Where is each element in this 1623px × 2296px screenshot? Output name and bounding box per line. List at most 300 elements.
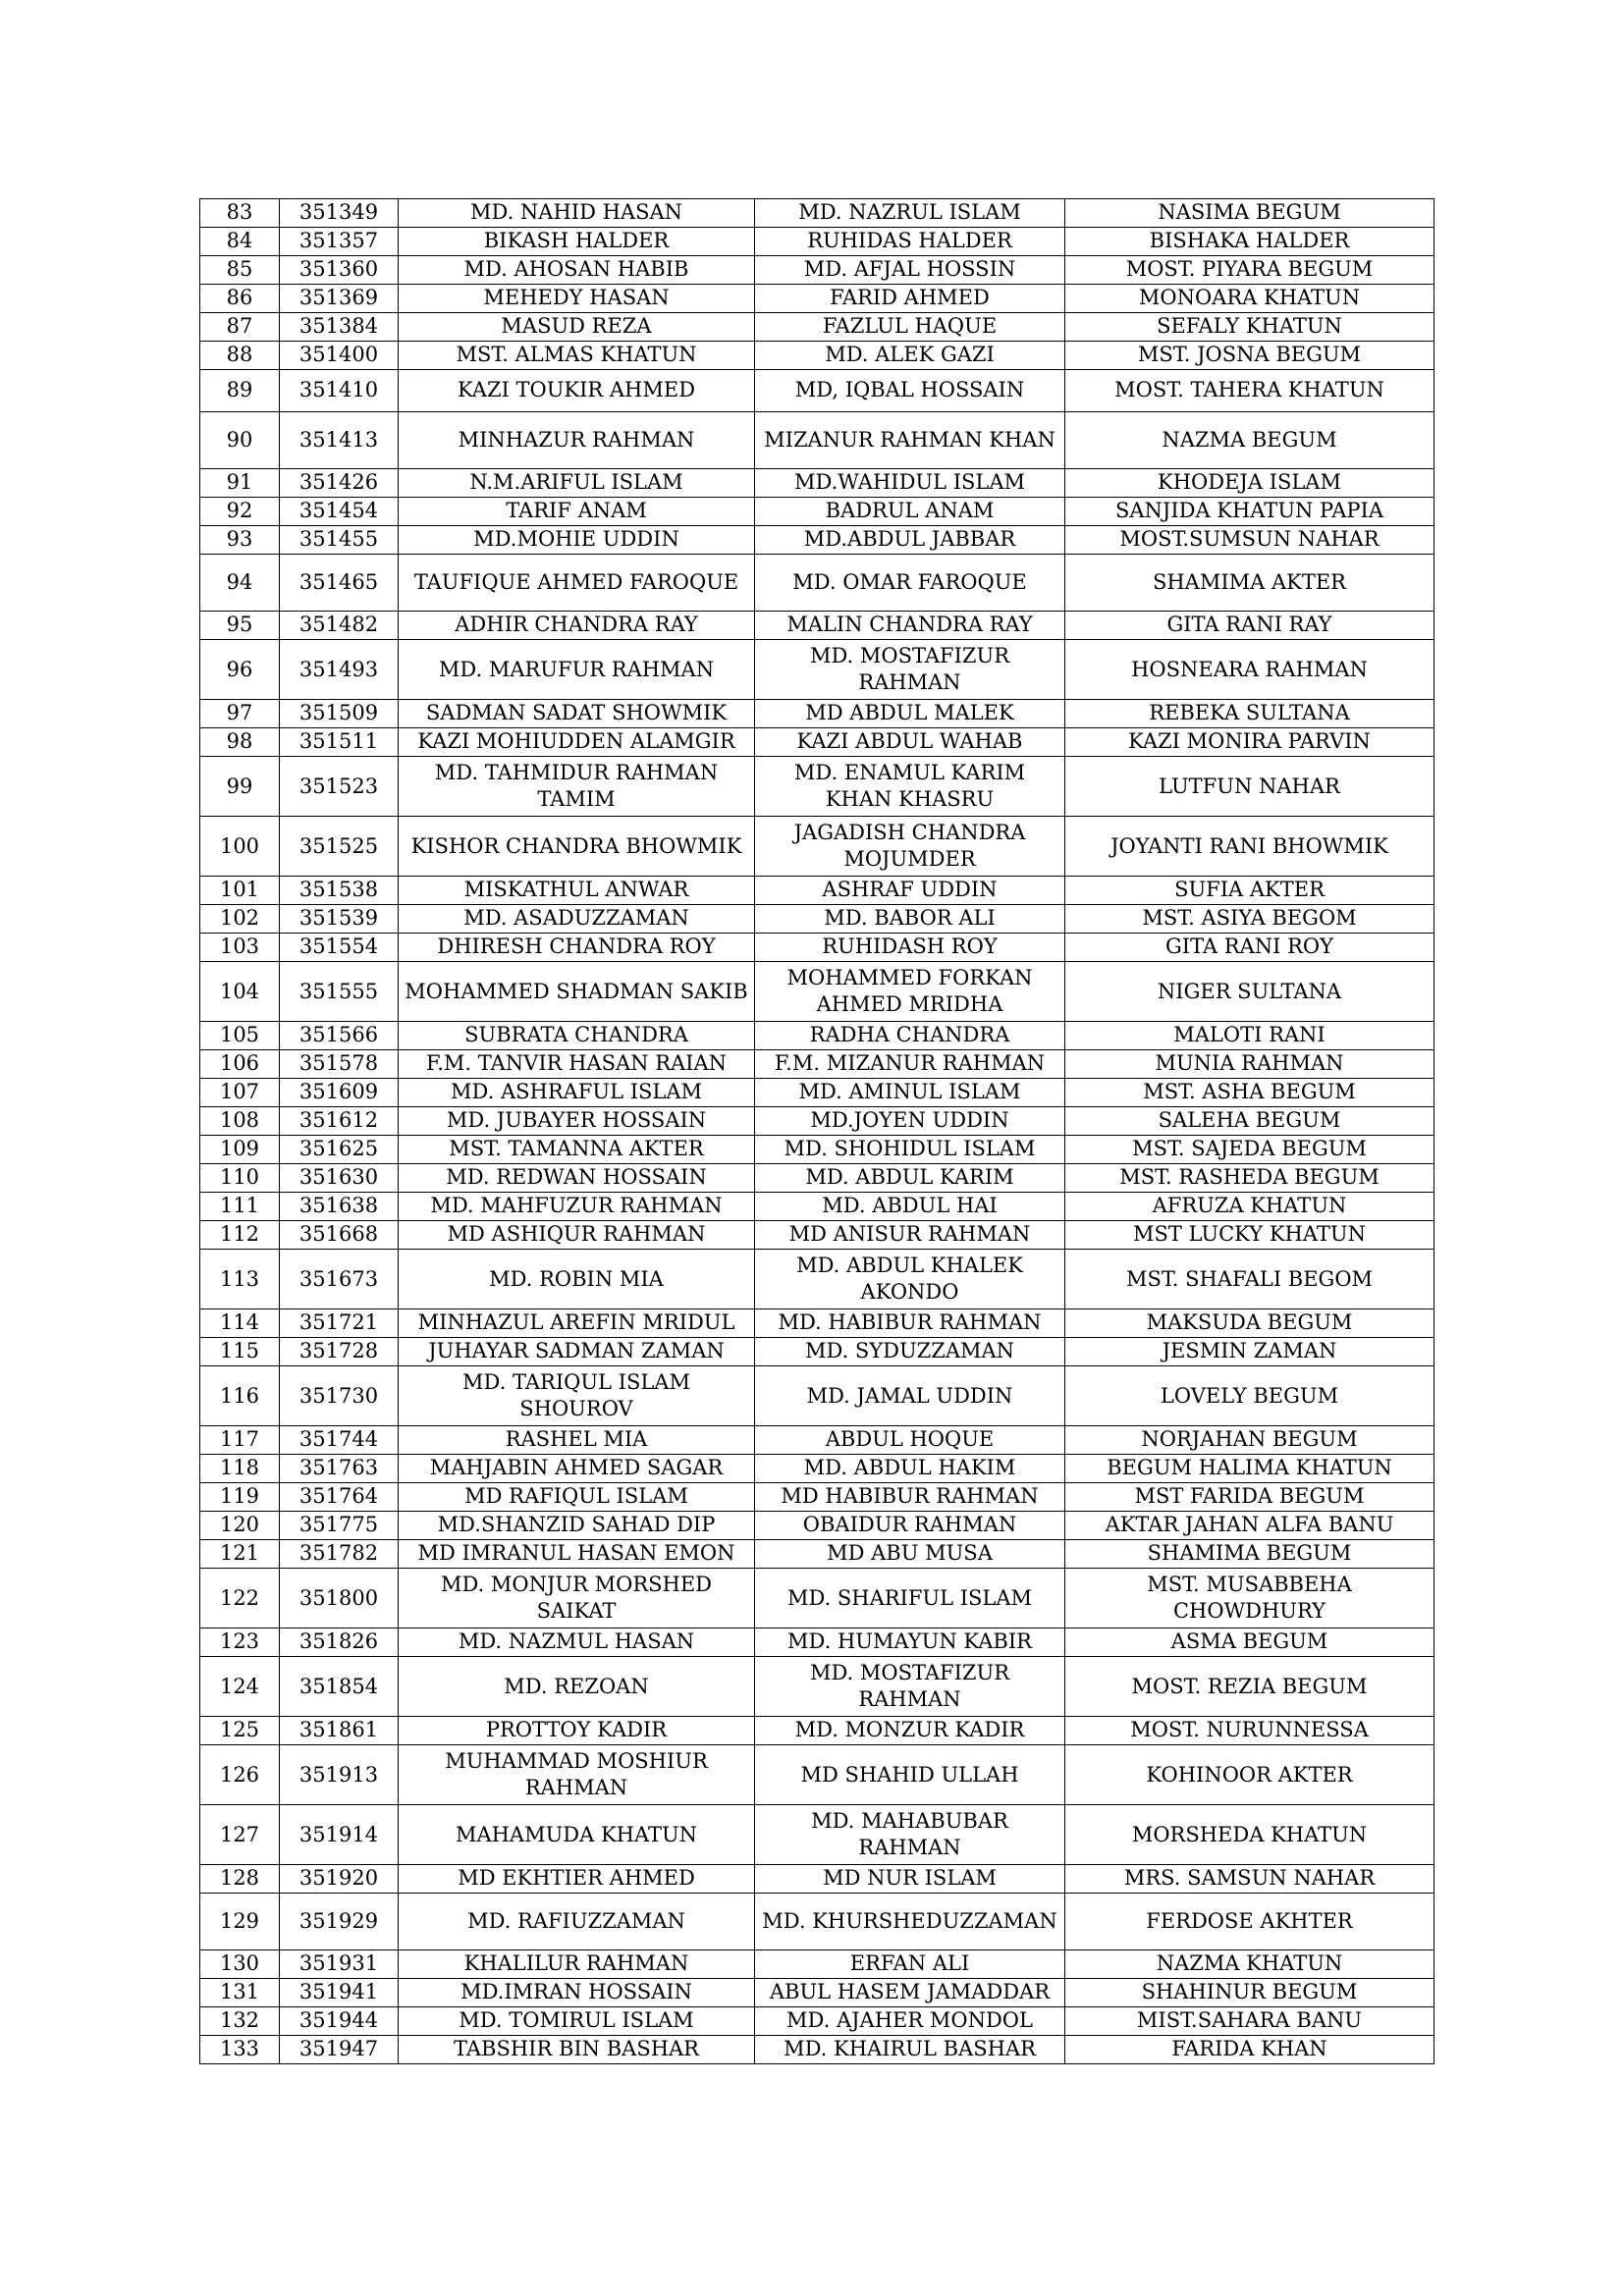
name-cell: TAUFIQUE AHMED FAROQUE [399, 555, 755, 612]
table-row [200, 612, 1434, 640]
serial-cell: 123 [200, 1629, 280, 1657]
name-cell: KAZI TOUKIR AHMED [399, 370, 755, 412]
serial-cell: 106 [200, 1050, 280, 1079]
roll-cell: 351763 [280, 1455, 399, 1483]
serial-cell: 122 [200, 1569, 280, 1629]
father-name-cell: KAZI ABDUL WAHAB [755, 728, 1065, 757]
roll-cell: 351357 [280, 228, 399, 256]
serial-cell: 93 [200, 526, 280, 555]
roll-cell: 351744 [280, 1426, 399, 1455]
name-cell: MD. TOMIRUL ISLAM [399, 2007, 755, 2036]
roll-cell: 351638 [280, 1193, 399, 1221]
serial-cell: 94 [200, 555, 280, 612]
serial-cell: 113 [200, 1250, 280, 1309]
serial-cell: 88 [200, 342, 280, 370]
table-row [200, 228, 1434, 256]
serial-cell: 118 [200, 1455, 280, 1483]
table-row [200, 1717, 1434, 1745]
table-row [200, 1136, 1434, 1164]
name-cell: F.M. TANVIR HASAN RAIAN [399, 1050, 755, 1079]
name-cell: MASUD REZA [399, 313, 755, 342]
mother-name-cell: MST. MUSABBEHA CHOWDHURY [1065, 1569, 1434, 1629]
roll-cell: 351609 [280, 1079, 399, 1107]
serial-cell: 110 [200, 1164, 280, 1193]
father-name-cell: MD. SHOHIDUL ISLAM [755, 1136, 1065, 1164]
father-name-cell: MD. AJAHER MONDOL [755, 2007, 1065, 2036]
father-name-cell: MD. ENAMUL KARIM KHAN KHASRU [755, 757, 1065, 817]
father-name-cell: MD ABU MUSA [755, 1540, 1065, 1569]
serial-cell: 124 [200, 1657, 280, 1717]
mother-name-cell: NAZMA KHATUN [1065, 1950, 1434, 1979]
father-name-cell: MD. ALEK GAZI [755, 342, 1065, 370]
father-name-cell: FAZLUL HAQUE [755, 313, 1065, 342]
roll-cell: 351947 [280, 2036, 399, 2064]
father-name-cell: MIZANUR RAHMAN KHAN [755, 412, 1065, 469]
roll-cell: 351554 [280, 934, 399, 962]
father-name-cell: ERFAN ALI [755, 1950, 1065, 1979]
name-cell: TARIF ANAM [399, 498, 755, 526]
father-name-cell: MD. KHURSHEDUZZAMAN [755, 1894, 1065, 1950]
mother-name-cell: KAZI MONIRA PARVIN [1065, 728, 1434, 757]
father-name-cell: F.M. MIZANUR RAHMAN [755, 1050, 1065, 1079]
table-row [200, 1657, 1434, 1717]
roll-cell: 351668 [280, 1221, 399, 1250]
table-row [200, 1950, 1434, 1979]
table-row [200, 469, 1434, 498]
name-cell: KHALILUR RAHMAN [399, 1950, 755, 1979]
roll-cell: 351523 [280, 757, 399, 817]
mother-name-cell: MOST.SUMSUN NAHAR [1065, 526, 1434, 555]
serial-cell: 104 [200, 962, 280, 1022]
name-cell: SUBRATA CHANDRA [399, 1022, 755, 1050]
table-row [200, 2007, 1434, 2036]
name-cell: MD ASHIQUR RAHMAN [399, 1221, 755, 1250]
table-row [200, 1512, 1434, 1540]
mother-name-cell: AKTAR JAHAN ALFA BANU [1065, 1512, 1434, 1540]
father-name-cell: MD. ABDUL KHALEK AKONDO [755, 1250, 1065, 1309]
father-name-cell: MD. SHARIFUL ISLAM [755, 1569, 1065, 1629]
mother-name-cell: LOVELY BEGUM [1065, 1366, 1434, 1426]
mother-name-cell: SANJIDA KHATUN PAPIA [1065, 498, 1434, 526]
roll-cell: 351941 [280, 1979, 399, 2007]
serial-cell: 92 [200, 498, 280, 526]
serial-cell: 131 [200, 1979, 280, 2007]
father-name-cell: MD. JAMAL UDDIN [755, 1366, 1065, 1426]
mother-name-cell: MST. SAJEDA BEGUM [1065, 1136, 1434, 1164]
table-row [200, 313, 1434, 342]
mother-name-cell: MST. RASHEDA BEGUM [1065, 1164, 1434, 1193]
name-cell: N.M.ARIFUL ISLAM [399, 469, 755, 498]
serial-cell: 129 [200, 1894, 280, 1950]
mother-name-cell: REBEKA SULTANA [1065, 700, 1434, 728]
mother-name-cell: LUTFUN NAHAR [1065, 757, 1434, 817]
serial-cell: 121 [200, 1540, 280, 1569]
serial-cell: 125 [200, 1717, 280, 1745]
name-cell: MD IMRANUL HASAN EMON [399, 1540, 755, 1569]
table-row [200, 1079, 1434, 1107]
table-row [200, 285, 1434, 313]
father-name-cell: MD, IQBAL HOSSAIN [755, 370, 1065, 412]
roll-cell: 351775 [280, 1512, 399, 1540]
name-cell: MAHAMUDA KHATUN [399, 1805, 755, 1865]
mother-name-cell: AFRUZA KHATUN [1065, 1193, 1434, 1221]
mother-name-cell: MOST. PIYARA BEGUM [1065, 256, 1434, 285]
serial-cell: 87 [200, 313, 280, 342]
serial-cell: 111 [200, 1193, 280, 1221]
father-name-cell: MD. MOSTAFIZUR RAHMAN [755, 640, 1065, 700]
name-cell: MD. ASADUZZAMAN [399, 905, 755, 934]
father-name-cell: ABUL HASEM JAMADDAR [755, 1979, 1065, 2007]
name-cell: MAHJABIN AHMED SAGAR [399, 1455, 755, 1483]
serial-cell: 132 [200, 2007, 280, 2036]
name-cell: MD. MARUFUR RAHMAN [399, 640, 755, 700]
roll-cell: 351566 [280, 1022, 399, 1050]
father-name-cell: RADHA CHANDRA [755, 1022, 1065, 1050]
roll-cell: 351929 [280, 1894, 399, 1950]
name-cell: BIKASH HALDER [399, 228, 755, 256]
roll-cell: 351721 [280, 1309, 399, 1338]
table-row [200, 1629, 1434, 1657]
name-cell: SADMAN SADAT SHOWMIK [399, 700, 755, 728]
mother-name-cell: MIST.SAHARA BANU [1065, 2007, 1434, 2036]
table-row [200, 1540, 1434, 1569]
father-name-cell: MD. HUMAYUN KABIR [755, 1629, 1065, 1657]
name-cell: MD.IMRAN HOSSAIN [399, 1979, 755, 2007]
roll-cell: 351360 [280, 256, 399, 285]
table-row [200, 370, 1434, 412]
table-row [200, 934, 1434, 962]
roll-cell: 351728 [280, 1338, 399, 1366]
name-cell: MD RAFIQUL ISLAM [399, 1483, 755, 1512]
mother-name-cell: SALEHA BEGUM [1065, 1107, 1434, 1136]
name-cell: PROTTOY KADIR [399, 1717, 755, 1745]
mother-name-cell: SHAHINUR BEGUM [1065, 1979, 1434, 2007]
roll-cell: 351782 [280, 1540, 399, 1569]
roll-cell: 351511 [280, 728, 399, 757]
serial-cell: 101 [200, 877, 280, 905]
mother-name-cell: JOYANTI RANI BHOWMIK [1065, 817, 1434, 877]
table-row [200, 1483, 1434, 1512]
table-row [200, 2036, 1434, 2064]
serial-cell: 127 [200, 1805, 280, 1865]
name-cell: MD. REDWAN HOSSAIN [399, 1164, 755, 1193]
father-name-cell: MD.JOYEN UDDIN [755, 1107, 1065, 1136]
table-row [200, 962, 1434, 1022]
table-row [200, 1569, 1434, 1629]
table-row [200, 757, 1434, 817]
name-cell: MD EKHTIER AHMED [399, 1865, 755, 1894]
mother-name-cell: MST. SHAFALI BEGOM [1065, 1250, 1434, 1309]
mother-name-cell: MOST. REZIA BEGUM [1065, 1657, 1434, 1717]
table-row [200, 640, 1434, 700]
father-name-cell: RUHIDAS HALDER [755, 228, 1065, 256]
roll-cell: 351482 [280, 612, 399, 640]
mother-name-cell: MST. ASIYA BEGOM [1065, 905, 1434, 934]
roll-cell: 351539 [280, 905, 399, 934]
father-name-cell: ABDUL HOQUE [755, 1426, 1065, 1455]
mother-name-cell: NORJAHAN BEGUM [1065, 1426, 1434, 1455]
serial-cell: 115 [200, 1338, 280, 1366]
serial-cell: 103 [200, 934, 280, 962]
table-row [200, 1455, 1434, 1483]
roll-cell: 351493 [280, 640, 399, 700]
table-row [200, 498, 1434, 526]
father-name-cell: MD. ABDUL HAI [755, 1193, 1065, 1221]
name-cell: MD.SHANZID SAHAD DIP [399, 1512, 755, 1540]
father-name-cell: MALIN CHANDRA RAY [755, 612, 1065, 640]
mother-name-cell: MAKSUDA BEGUM [1065, 1309, 1434, 1338]
roll-cell: 351673 [280, 1250, 399, 1309]
father-name-cell: MD. BABOR ALI [755, 905, 1065, 934]
father-name-cell: MD NUR ISLAM [755, 1865, 1065, 1894]
name-cell: MST. TAMANNA AKTER [399, 1136, 755, 1164]
roll-cell: 351538 [280, 877, 399, 905]
mother-name-cell: FERDOSE AKHTER [1065, 1894, 1434, 1950]
table-row [200, 1894, 1434, 1950]
mother-name-cell: MST LUCKY KHATUN [1065, 1221, 1434, 1250]
table-row [200, 199, 1434, 228]
mother-name-cell: GITA RANI ROY [1065, 934, 1434, 962]
mother-name-cell: GITA RANI RAY [1065, 612, 1434, 640]
father-name-cell: MD. AMINUL ISLAM [755, 1079, 1065, 1107]
serial-cell: 102 [200, 905, 280, 934]
father-name-cell: MD. MAHABUBAR RAHMAN [755, 1805, 1065, 1865]
roll-cell: 351764 [280, 1483, 399, 1512]
table-row [200, 817, 1434, 877]
serial-cell: 89 [200, 370, 280, 412]
roll-cell: 351400 [280, 342, 399, 370]
name-cell: MINHAZUL AREFIN MRIDUL [399, 1309, 755, 1338]
student-list-table [199, 198, 1434, 2064]
serial-cell: 120 [200, 1512, 280, 1540]
father-name-cell: OBAIDUR RAHMAN [755, 1512, 1065, 1540]
serial-cell: 116 [200, 1366, 280, 1426]
table-row [200, 1164, 1434, 1193]
table-row [200, 256, 1434, 285]
table-row [200, 1865, 1434, 1894]
table-row [200, 1366, 1434, 1426]
name-cell: MD. NAZMUL HASAN [399, 1629, 755, 1657]
table-row [200, 700, 1434, 728]
roll-cell: 351854 [280, 1657, 399, 1717]
name-cell: MD. TAHMIDUR RAHMAN TAMIM [399, 757, 755, 817]
roll-cell: 351426 [280, 469, 399, 498]
name-cell: ADHIR CHANDRA RAY [399, 612, 755, 640]
table-row [200, 1221, 1434, 1250]
document-page [199, 198, 1434, 2064]
roll-cell: 351410 [280, 370, 399, 412]
name-cell: MD. ROBIN MIA [399, 1250, 755, 1309]
name-cell: MD. NAHID HASAN [399, 199, 755, 228]
name-cell: JUHAYAR SADMAN ZAMAN [399, 1338, 755, 1366]
name-cell: MD. TARIQUL ISLAM SHOUROV [399, 1366, 755, 1426]
father-name-cell: MD. NAZRUL ISLAM [755, 199, 1065, 228]
name-cell: MD.MOHIE UDDIN [399, 526, 755, 555]
mother-name-cell: FARIDA KHAN [1065, 2036, 1434, 2064]
name-cell: MINHAZUR RAHMAN [399, 412, 755, 469]
roll-cell: 351578 [280, 1050, 399, 1079]
roll-cell: 351455 [280, 526, 399, 555]
father-name-cell: RUHIDASH ROY [755, 934, 1065, 962]
table-row [200, 877, 1434, 905]
mother-name-cell: MOST. NURUNNESSA [1065, 1717, 1434, 1745]
table-row [200, 1745, 1434, 1805]
table-row [200, 1250, 1434, 1309]
table-row [200, 1309, 1434, 1338]
serial-cell: 117 [200, 1426, 280, 1455]
father-name-cell: MD. SYDUZZAMAN [755, 1338, 1065, 1366]
mother-name-cell: MOST. TAHERA KHATUN [1065, 370, 1434, 412]
mother-name-cell: MRS. SAMSUN NAHAR [1065, 1865, 1434, 1894]
name-cell: KAZI MOHIUDDEN ALAMGIR [399, 728, 755, 757]
table-row [200, 728, 1434, 757]
name-cell: MOHAMMED SHADMAN SAKIB [399, 962, 755, 1022]
serial-cell: 85 [200, 256, 280, 285]
roll-cell: 351730 [280, 1366, 399, 1426]
table-row [200, 1805, 1434, 1865]
table-row [200, 1107, 1434, 1136]
father-name-cell: MD. OMAR FAROQUE [755, 555, 1065, 612]
name-cell: MD. AHOSAN HABIB [399, 256, 755, 285]
table-row [200, 1193, 1434, 1221]
roll-cell: 351861 [280, 1717, 399, 1745]
name-cell: MD. REZOAN [399, 1657, 755, 1717]
table-row [200, 526, 1434, 555]
father-name-cell: MD. HABIBUR RAHMAN [755, 1309, 1065, 1338]
table-row [200, 1426, 1434, 1455]
serial-cell: 112 [200, 1221, 280, 1250]
serial-cell: 114 [200, 1309, 280, 1338]
name-cell: MD. MAHFUZUR RAHMAN [399, 1193, 755, 1221]
roll-cell: 351913 [280, 1745, 399, 1805]
father-name-cell: MD. MOSTAFIZUR RAHMAN [755, 1657, 1065, 1717]
roll-cell: 351826 [280, 1629, 399, 1657]
mother-name-cell: MORSHEDA KHATUN [1065, 1805, 1434, 1865]
name-cell: DHIRESH CHANDRA ROY [399, 934, 755, 962]
table-row [200, 342, 1434, 370]
serial-cell: 119 [200, 1483, 280, 1512]
mother-name-cell: KHODEJA ISLAM [1065, 469, 1434, 498]
roll-cell: 351525 [280, 817, 399, 877]
serial-cell: 105 [200, 1022, 280, 1050]
father-name-cell: MD HABIBUR RAHMAN [755, 1483, 1065, 1512]
mother-name-cell: NIGER SULTANA [1065, 962, 1434, 1022]
table-body [200, 199, 1434, 2064]
mother-name-cell: MST FARIDA BEGUM [1065, 1483, 1434, 1512]
father-name-cell: JAGADISH CHANDRA MOJUMDER [755, 817, 1065, 877]
mother-name-cell: MUNIA RAHMAN [1065, 1050, 1434, 1079]
table-row [200, 1022, 1434, 1050]
father-name-cell: MD. ABDUL KARIM [755, 1164, 1065, 1193]
name-cell: MD. ASHRAFUL ISLAM [399, 1079, 755, 1107]
father-name-cell: MD.WAHIDUL ISLAM [755, 469, 1065, 498]
serial-cell: 86 [200, 285, 280, 313]
serial-cell: 90 [200, 412, 280, 469]
serial-cell: 83 [200, 199, 280, 228]
roll-cell: 351944 [280, 2007, 399, 2036]
serial-cell: 97 [200, 700, 280, 728]
mother-name-cell: JESMIN ZAMAN [1065, 1338, 1434, 1366]
table-row [200, 905, 1434, 934]
roll-cell: 351800 [280, 1569, 399, 1629]
roll-cell: 351465 [280, 555, 399, 612]
father-name-cell: FARID AHMED [755, 285, 1065, 313]
roll-cell: 351920 [280, 1865, 399, 1894]
name-cell: TABSHIR BIN BASHAR [399, 2036, 755, 2064]
father-name-cell: MD. AFJAL HOSSIN [755, 256, 1065, 285]
mother-name-cell: BISHAKA HALDER [1065, 228, 1434, 256]
mother-name-cell: HOSNEARA RAHMAN [1065, 640, 1434, 700]
mother-name-cell: NAZMA BEGUM [1065, 412, 1434, 469]
mother-name-cell: MST. JOSNA BEGUM [1065, 342, 1434, 370]
serial-cell: 133 [200, 2036, 280, 2064]
name-cell: MST. ALMAS KHATUN [399, 342, 755, 370]
serial-cell: 108 [200, 1107, 280, 1136]
roll-cell: 351914 [280, 1805, 399, 1865]
table-row [200, 1338, 1434, 1366]
name-cell: MEHEDY HASAN [399, 285, 755, 313]
roll-cell: 351931 [280, 1950, 399, 1979]
serial-cell: 84 [200, 228, 280, 256]
name-cell: MUHAMMAD MOSHIUR RAHMAN [399, 1745, 755, 1805]
father-name-cell: MD SHAHID ULLAH [755, 1745, 1065, 1805]
serial-cell: 95 [200, 612, 280, 640]
father-name-cell: MD ABDUL MALEK [755, 700, 1065, 728]
serial-cell: 91 [200, 469, 280, 498]
mother-name-cell: MALOTI RANI [1065, 1022, 1434, 1050]
name-cell: MD. RAFIUZZAMAN [399, 1894, 755, 1950]
serial-cell: 126 [200, 1745, 280, 1805]
roll-cell: 351384 [280, 313, 399, 342]
serial-cell: 128 [200, 1865, 280, 1894]
name-cell: KISHOR CHANDRA BHOWMIK [399, 817, 755, 877]
roll-cell: 351454 [280, 498, 399, 526]
father-name-cell: MD. KHAIRUL BASHAR [755, 2036, 1065, 2064]
father-name-cell: MD.ABDUL JABBAR [755, 526, 1065, 555]
mother-name-cell: MONOARA KHATUN [1065, 285, 1434, 313]
roll-cell: 351555 [280, 962, 399, 1022]
roll-cell: 351413 [280, 412, 399, 469]
serial-cell: 130 [200, 1950, 280, 1979]
father-name-cell: MD. ABDUL HAKIM [755, 1455, 1065, 1483]
roll-cell: 351612 [280, 1107, 399, 1136]
mother-name-cell: MST. ASHA BEGUM [1065, 1079, 1434, 1107]
father-name-cell: MD ANISUR RAHMAN [755, 1221, 1065, 1250]
mother-name-cell: KOHINOOR AKTER [1065, 1745, 1434, 1805]
father-name-cell: BADRUL ANAM [755, 498, 1065, 526]
mother-name-cell: NASIMA BEGUM [1065, 199, 1434, 228]
name-cell: MD. MONJUR MORSHED SAIKAT [399, 1569, 755, 1629]
father-name-cell: ASHRAF UDDIN [755, 877, 1065, 905]
roll-cell: 351625 [280, 1136, 399, 1164]
name-cell: MISKATHUL ANWAR [399, 877, 755, 905]
mother-name-cell: BEGUM HALIMA KHATUN [1065, 1455, 1434, 1483]
roll-cell: 351369 [280, 285, 399, 313]
roll-cell: 351630 [280, 1164, 399, 1193]
table-row [200, 412, 1434, 469]
roll-cell: 351509 [280, 700, 399, 728]
serial-cell: 98 [200, 728, 280, 757]
table-row [200, 1979, 1434, 2007]
mother-name-cell: SUFIA AKTER [1065, 877, 1434, 905]
table-row [200, 1050, 1434, 1079]
mother-name-cell: ASMA BEGUM [1065, 1629, 1434, 1657]
name-cell: MD. JUBAYER HOSSAIN [399, 1107, 755, 1136]
mother-name-cell: SEFALY KHATUN [1065, 313, 1434, 342]
father-name-cell: MOHAMMED FORKAN AHMED MRIDHA [755, 962, 1065, 1022]
serial-cell: 107 [200, 1079, 280, 1107]
mother-name-cell: SHAMIMA BEGUM [1065, 1540, 1434, 1569]
